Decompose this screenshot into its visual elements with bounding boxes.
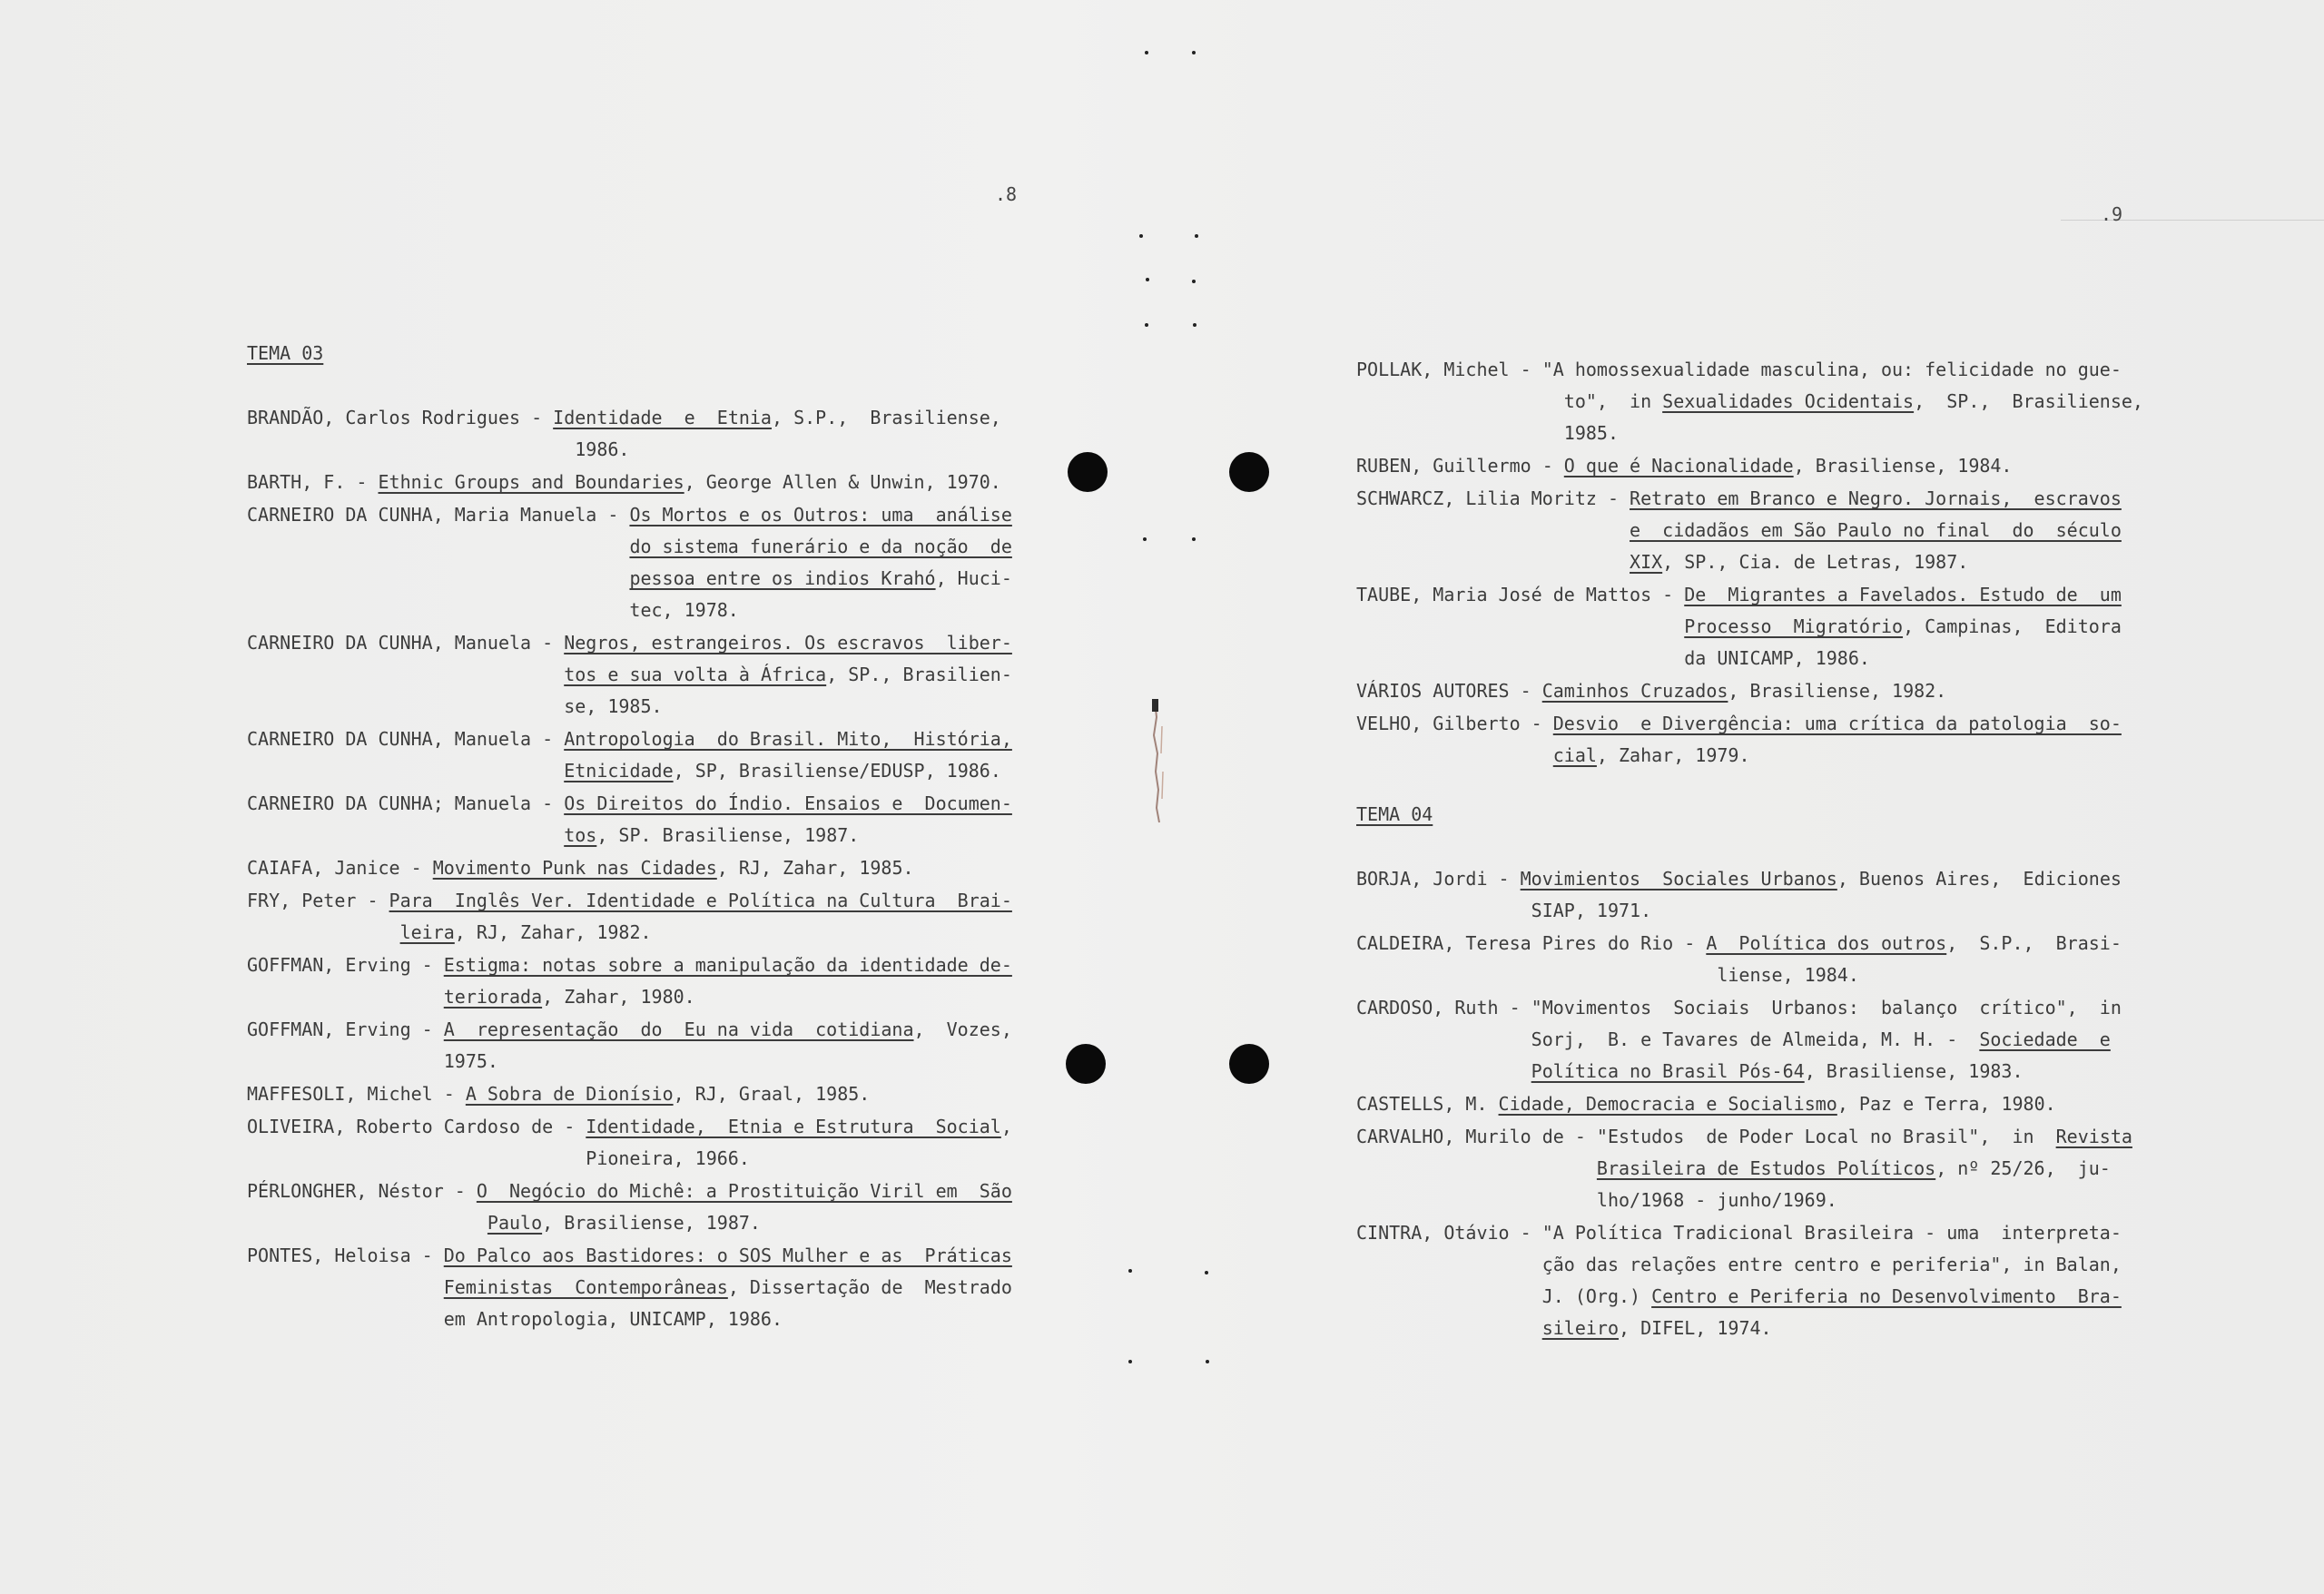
entry-text: , Paz e Terra, 1980. (1837, 1093, 2056, 1115)
page-number-left: .8 (995, 183, 1018, 205)
entry-text (247, 1276, 444, 1298)
entry-text: , nº 25/26, ju- (1935, 1157, 2111, 1179)
entry-title: Retrato em Branco e Negro. Jornais, escravos (1630, 487, 2122, 509)
entry-text: , Zahar, 1980. (542, 986, 695, 1008)
entry-text (247, 536, 629, 557)
entry-line (247, 595, 1019, 626)
entry-line (1356, 418, 2128, 449)
entry-title: Centro e Periferia no Desenvolvimento Bra- (1651, 1285, 2122, 1307)
bibliography-list (247, 402, 1019, 1335)
entry-text: GOFFMAN, Erving - (247, 1018, 444, 1040)
entry-text (1356, 1157, 1597, 1179)
entry-text: tec, 1978. (247, 599, 739, 621)
entry-line (1356, 1249, 2128, 1281)
entry-title: tos e sua volta à África (564, 664, 827, 685)
bibliography-entry (1356, 483, 2128, 578)
entry-text: GOFFMAN, Erving - (247, 954, 444, 976)
scan-dot (1146, 278, 1149, 281)
entry-title: XIX (1630, 551, 1663, 573)
entry-line (1356, 1217, 2128, 1249)
entry-text (247, 921, 400, 943)
left-page-column (247, 338, 1019, 1336)
entry-line (247, 1143, 1019, 1175)
entry-title: Paulo (487, 1212, 543, 1234)
entry-line (247, 1014, 1019, 1046)
entry-title: Desvio e Divergência: uma crítica da patologia so- (1552, 713, 2122, 734)
bibliography-entry (1356, 579, 2128, 674)
entry-text: BORJA, Jordi - (1356, 868, 1521, 890)
entry-title: Ethnic Groups and Boundaries (378, 471, 684, 493)
entry-text (247, 760, 564, 782)
entry-text: , Huci- (935, 567, 1012, 589)
entry-text: se, 1985. (247, 695, 663, 717)
entry-text: lho/1968 - junho/1969. (1356, 1189, 1837, 1211)
entry-text: CARVALHO, Murilo de - "Estudos de Poder Local no Brasil", in (1356, 1126, 2056, 1147)
staple-mark (1151, 699, 1166, 826)
entry-text: Pioneira, 1966. (247, 1147, 750, 1169)
entry-text (247, 824, 564, 846)
entry-text (247, 664, 564, 685)
entry-text: POLLAK, Michel - "A homossexualidade masculina, ou: felicidade no gue- (1356, 359, 2122, 380)
entry-text: SCHWARCZ, Lilia Moritz - (1356, 487, 1630, 509)
entry-title: Sexualidades Ocidentais (1662, 390, 1915, 412)
entry-text: , Buenos Aires, Ediciones (1837, 868, 2122, 890)
bibliography-entry (247, 499, 1019, 626)
entry-title: Estigma: notas sobre a manipulação da identidade de- (443, 954, 1012, 976)
scan-dot (1192, 280, 1196, 283)
entry-title: De Migrantes a Favelados. Estudo de um (1684, 584, 2122, 605)
entry-line (1356, 992, 2128, 1024)
bibliography-list (1356, 354, 2143, 772)
bibliography-entry (247, 627, 1019, 723)
entry-text: FRY, Peter - (247, 890, 389, 911)
entry-title: O que é Nacionalidade (1563, 455, 1794, 477)
bibliography-entry (247, 1176, 1019, 1239)
entry-title: Identidade, Etnia e Estrutura Social (586, 1116, 1001, 1137)
entry-text (1356, 744, 1553, 766)
entry-text (247, 567, 629, 589)
entry-text: , RJ, Zahar, 1982. (454, 921, 652, 943)
entry-text: , Brasiliense, 1983. (1804, 1060, 2024, 1082)
entry-text: CARDOSO, Ruth - "Movimentos Sociais Urbanos: balanço crítico", in (1356, 997, 2122, 1018)
entry-title: Movimento Punk nas Cidades (432, 857, 717, 879)
entry-title: A representação do Eu na vida cotidiana (443, 1018, 914, 1040)
entry-text: , SP., Cia. de Letras, 1987. (1662, 551, 1969, 573)
binder-hole (1066, 1044, 1106, 1084)
entry-title: cial (1552, 744, 1597, 766)
entry-text (1356, 1060, 1531, 1082)
entry-text: , (1000, 1116, 1012, 1137)
entry-line (247, 950, 1019, 981)
scan-dot (1128, 1269, 1132, 1273)
entry-line (247, 820, 1019, 851)
entry-text: OLIVEIRA, Roberto Cardoso de - (247, 1116, 586, 1137)
entry-line (247, 1304, 1019, 1335)
entry-text (1356, 1317, 1542, 1339)
entry-title: A Sobra de Dionísio (465, 1083, 674, 1105)
entry-line (247, 563, 1019, 595)
entry-line (1356, 708, 2128, 740)
bibliography-entry (247, 950, 1019, 1013)
entry-text: , DIFEL, 1974. (1619, 1317, 1772, 1339)
bibliography-entry (247, 1078, 1019, 1110)
entry-text: BARTH, F. - (247, 471, 379, 493)
entry-line (1356, 546, 2128, 578)
entry-text: , SP., Brasiliense, (1914, 390, 2143, 412)
entry-line (1356, 483, 2128, 515)
scan-dot (1195, 234, 1198, 238)
entry-title: A Política dos outros (1706, 932, 1947, 954)
right-page-column (1356, 354, 2143, 1345)
entry-text: 1986. (247, 438, 630, 460)
entry-text: ção das relações entre centro e periferia", in Balan, (1356, 1254, 2122, 1275)
bibliography-entry (247, 852, 1019, 884)
bibliography-section (1356, 354, 2143, 772)
section-heading-tema-04: TEMA 04 (1356, 803, 1433, 825)
entry-line (1356, 515, 2128, 546)
entry-line (247, 402, 1019, 434)
entry-line (247, 981, 1019, 1013)
scan-dot (1192, 537, 1196, 541)
section-heading-tema-03: TEMA 03 (247, 342, 324, 364)
entry-text (1356, 615, 1684, 637)
entry-line (247, 885, 1019, 917)
entry-line (1356, 579, 2128, 611)
entry-title: Cidade, Democracia e Socialismo (1498, 1093, 1837, 1115)
entry-text: , Vozes, (913, 1018, 1012, 1040)
entry-text: PÉRLONGHER, Néstor - (247, 1180, 477, 1202)
entry-line (1356, 611, 2128, 643)
entry-text: CARNEIRO DA CUNHA, Manuela - (247, 728, 565, 750)
entry-text: CARNEIRO DA CUNHA, Manuela - (247, 632, 565, 654)
entry-line (1356, 1088, 2128, 1120)
bibliography-entry (247, 788, 1019, 851)
entry-text: BRANDÃO, Carlos Rodrigues - (247, 407, 554, 428)
entry-line (247, 755, 1019, 787)
entry-title: Antropologia do Brasil. Mito, História, (564, 728, 1012, 750)
entry-line (247, 531, 1019, 563)
entry-text: , Zahar, 1979. (1596, 744, 1750, 766)
entry-line (1356, 1153, 2128, 1185)
entry-line (247, 1272, 1019, 1304)
entry-line (247, 1207, 1019, 1239)
entry-title: Brasileira de Estudos Políticos (1596, 1157, 1936, 1179)
entry-line (1356, 1185, 2128, 1216)
entry-line (247, 1078, 1019, 1110)
entry-text: CALDEIRA, Teresa Pires do Rio - (1356, 932, 1707, 954)
bibliography-entry (1356, 450, 2128, 482)
entry-text: CARNEIRO DA CUNHA, Maria Manuela - (247, 504, 630, 526)
entry-text: , S.P., Brasi- (1946, 932, 2122, 954)
entry-text: em Antropologia, UNICAMP, 1986. (247, 1308, 783, 1330)
bibliography-entry (1356, 1088, 2128, 1120)
entry-text (1356, 551, 1630, 573)
entry-text (247, 1212, 487, 1234)
scan-dot (1145, 323, 1148, 327)
entry-line (247, 434, 1019, 466)
page-number-right: .9 (2101, 203, 2123, 225)
entry-text: , Campinas, Editora (1903, 615, 2122, 637)
entry-line (247, 852, 1019, 884)
entry-text: CAIAFA, Janice - (247, 857, 433, 879)
entry-title: Identidade e Etnia (553, 407, 772, 428)
entry-text: J. (Org.) (1356, 1285, 1652, 1307)
bibliography-entry (1356, 1121, 2132, 1216)
entry-line (1356, 1024, 2128, 1056)
entry-text: VÁRIOS AUTORES - (1356, 680, 1542, 702)
binder-hole (1229, 452, 1269, 492)
entry-text: CASTELLS, M. (1356, 1093, 1499, 1115)
entry-text: , S.P., Brasiliense, (771, 407, 1001, 428)
bibliography-section (1356, 799, 2132, 1344)
bibliography-entry (1356, 863, 2128, 927)
entry-title: Do Palco aos Bastidores: o SOS Mulher e as Práticas (443, 1245, 1012, 1266)
entry-text: to", in (1356, 390, 1663, 412)
entry-text: RUBEN, Guillermo - (1356, 455, 1564, 477)
entry-line (247, 691, 1019, 723)
entry-text: , SP., Brasilien- (826, 664, 1012, 685)
entry-title: Caminhos Cruzados (1541, 680, 1728, 702)
entry-text: da UNICAMP, 1986. (1356, 647, 1870, 669)
entry-line (1356, 863, 2128, 895)
entry-title: pessoa entre os indios Krahó (629, 567, 936, 589)
entry-line (247, 1046, 1019, 1077)
bibliography-entry (247, 402, 1019, 466)
entry-text: VELHO, Gilberto - (1356, 713, 1553, 734)
entry-line (1356, 740, 2128, 772)
entry-title: tos (564, 824, 597, 846)
scan-dot (1128, 1360, 1132, 1363)
entry-line (1356, 928, 2128, 959)
entry-title: Os Direitos do Índio. Ensaios e Documen- (564, 792, 1012, 814)
entry-text: TAUBE, Maria José de Mattos - (1356, 584, 1685, 605)
bibliography-entry (247, 1014, 1019, 1077)
scan-dot (1139, 234, 1143, 238)
entry-line (1356, 354, 2128, 386)
entry-text: 1985. (1356, 422, 1619, 444)
entry-line (247, 627, 1019, 659)
entry-title: Os Mortos e os Outros: uma análise (629, 504, 1012, 526)
bibliography-list (1356, 863, 2132, 1344)
entry-title: sileiro (1541, 1317, 1619, 1339)
entry-text: PONTES, Heloisa - (247, 1245, 444, 1266)
binder-hole (1229, 1044, 1269, 1084)
entry-text: liense, 1984. (1356, 964, 1859, 986)
bibliography-entry (1356, 354, 2143, 449)
entry-line (1356, 675, 2128, 707)
entry-text: Sorj, B. e Tavares de Almeida, M. H. - (1356, 1028, 1980, 1050)
entry-title: O Negócio do Michê: a Prostituição Viril em São (476, 1180, 1012, 1202)
entry-title: Processo Migratório (1684, 615, 1904, 637)
entry-line (247, 917, 1019, 949)
bibliography-entry (1356, 675, 2128, 707)
entry-title: Revista (2055, 1126, 2132, 1147)
entry-title: do sistema funerário e da noção de (629, 536, 1012, 557)
entry-text: , Dissertação de Mestrado (727, 1276, 1012, 1298)
entry-title: Sociedade e (1979, 1028, 2111, 1050)
scan-dot (1145, 51, 1148, 54)
entry-line (247, 1176, 1019, 1207)
entry-text: , Brasiliense, 1984. (1793, 455, 2013, 477)
binder-hole (1068, 452, 1108, 492)
entry-title: Negros, estrangeiros. Os escravos liber- (564, 632, 1012, 654)
bibliography-entry (1356, 1217, 2128, 1344)
entry-line (247, 1111, 1019, 1143)
entry-line (1356, 1056, 2128, 1087)
entry-text: , RJ, Graal, 1985. (673, 1083, 871, 1105)
entry-text: , George Allen & Unwin, 1970. (684, 471, 1001, 493)
entry-text: 1975. (247, 1050, 498, 1072)
entry-line (1356, 643, 2128, 674)
entry-text: , Brasiliense, 1982. (1728, 680, 1947, 702)
bibliography-entry (247, 885, 1019, 949)
bibliography-entry (247, 1111, 1019, 1175)
entry-title: Para Inglês Ver. Identidade e Política na Cultura Brai- (389, 890, 1012, 911)
entry-text: CINTRA, Otávio - "A Política Tradicional Brasileira - uma interpreta- (1356, 1222, 2122, 1244)
scan-dot (1192, 51, 1196, 54)
entry-line (247, 659, 1019, 691)
entry-title: Feministas Contemporâneas (443, 1276, 728, 1298)
scan-dot (1193, 323, 1196, 327)
scan-dot (1205, 1271, 1208, 1274)
entry-text: , SP. Brasiliense, 1987. (596, 824, 860, 846)
scan-dot (1143, 537, 1147, 541)
entry-text (1356, 519, 1630, 541)
entry-title: Etnicidade (564, 760, 674, 782)
bibliography-entry (247, 467, 1019, 498)
entry-title: e cidadãos em São Paulo no final do século (1630, 519, 2122, 541)
entry-text: MAFFESOLI, Michel - (247, 1083, 466, 1105)
entry-line (1356, 1121, 2132, 1153)
entry-title: Política no Brasil Pós-64 (1531, 1060, 1805, 1082)
entry-line (1356, 386, 2143, 418)
entry-line (247, 788, 1019, 820)
entry-line (1356, 1281, 2128, 1313)
scan-dot (1206, 1360, 1209, 1363)
bibliography-entry (247, 723, 1019, 787)
entry-line (247, 467, 1019, 498)
entry-line (1356, 895, 2128, 927)
entry-line (247, 723, 1019, 755)
bibliography-entry (1356, 928, 2128, 991)
entry-title: teriorada (443, 986, 543, 1008)
entry-line (1356, 1313, 2128, 1344)
bibliography-entry (1356, 708, 2128, 772)
entry-line (1356, 450, 2128, 482)
entry-title: Movimientos Sociales Urbanos (1520, 868, 1837, 890)
entry-line (247, 1240, 1019, 1272)
bibliography-entry (247, 1240, 1019, 1335)
entry-text: , Brasiliense, 1987. (542, 1212, 761, 1234)
entry-text (247, 986, 444, 1008)
entry-line (247, 499, 1019, 531)
entry-text: , SP, Brasiliense/EDUSP, 1986. (673, 760, 1001, 782)
bibliography-entry (1356, 992, 2128, 1087)
entry-line (1356, 959, 2128, 991)
entry-text: , RJ, Zahar, 1985. (716, 857, 914, 879)
entry-text: CARNEIRO DA CUNHA; Manuela - (247, 792, 565, 814)
entry-title: leira (399, 921, 455, 943)
entry-text: SIAP, 1971. (1356, 900, 1652, 921)
